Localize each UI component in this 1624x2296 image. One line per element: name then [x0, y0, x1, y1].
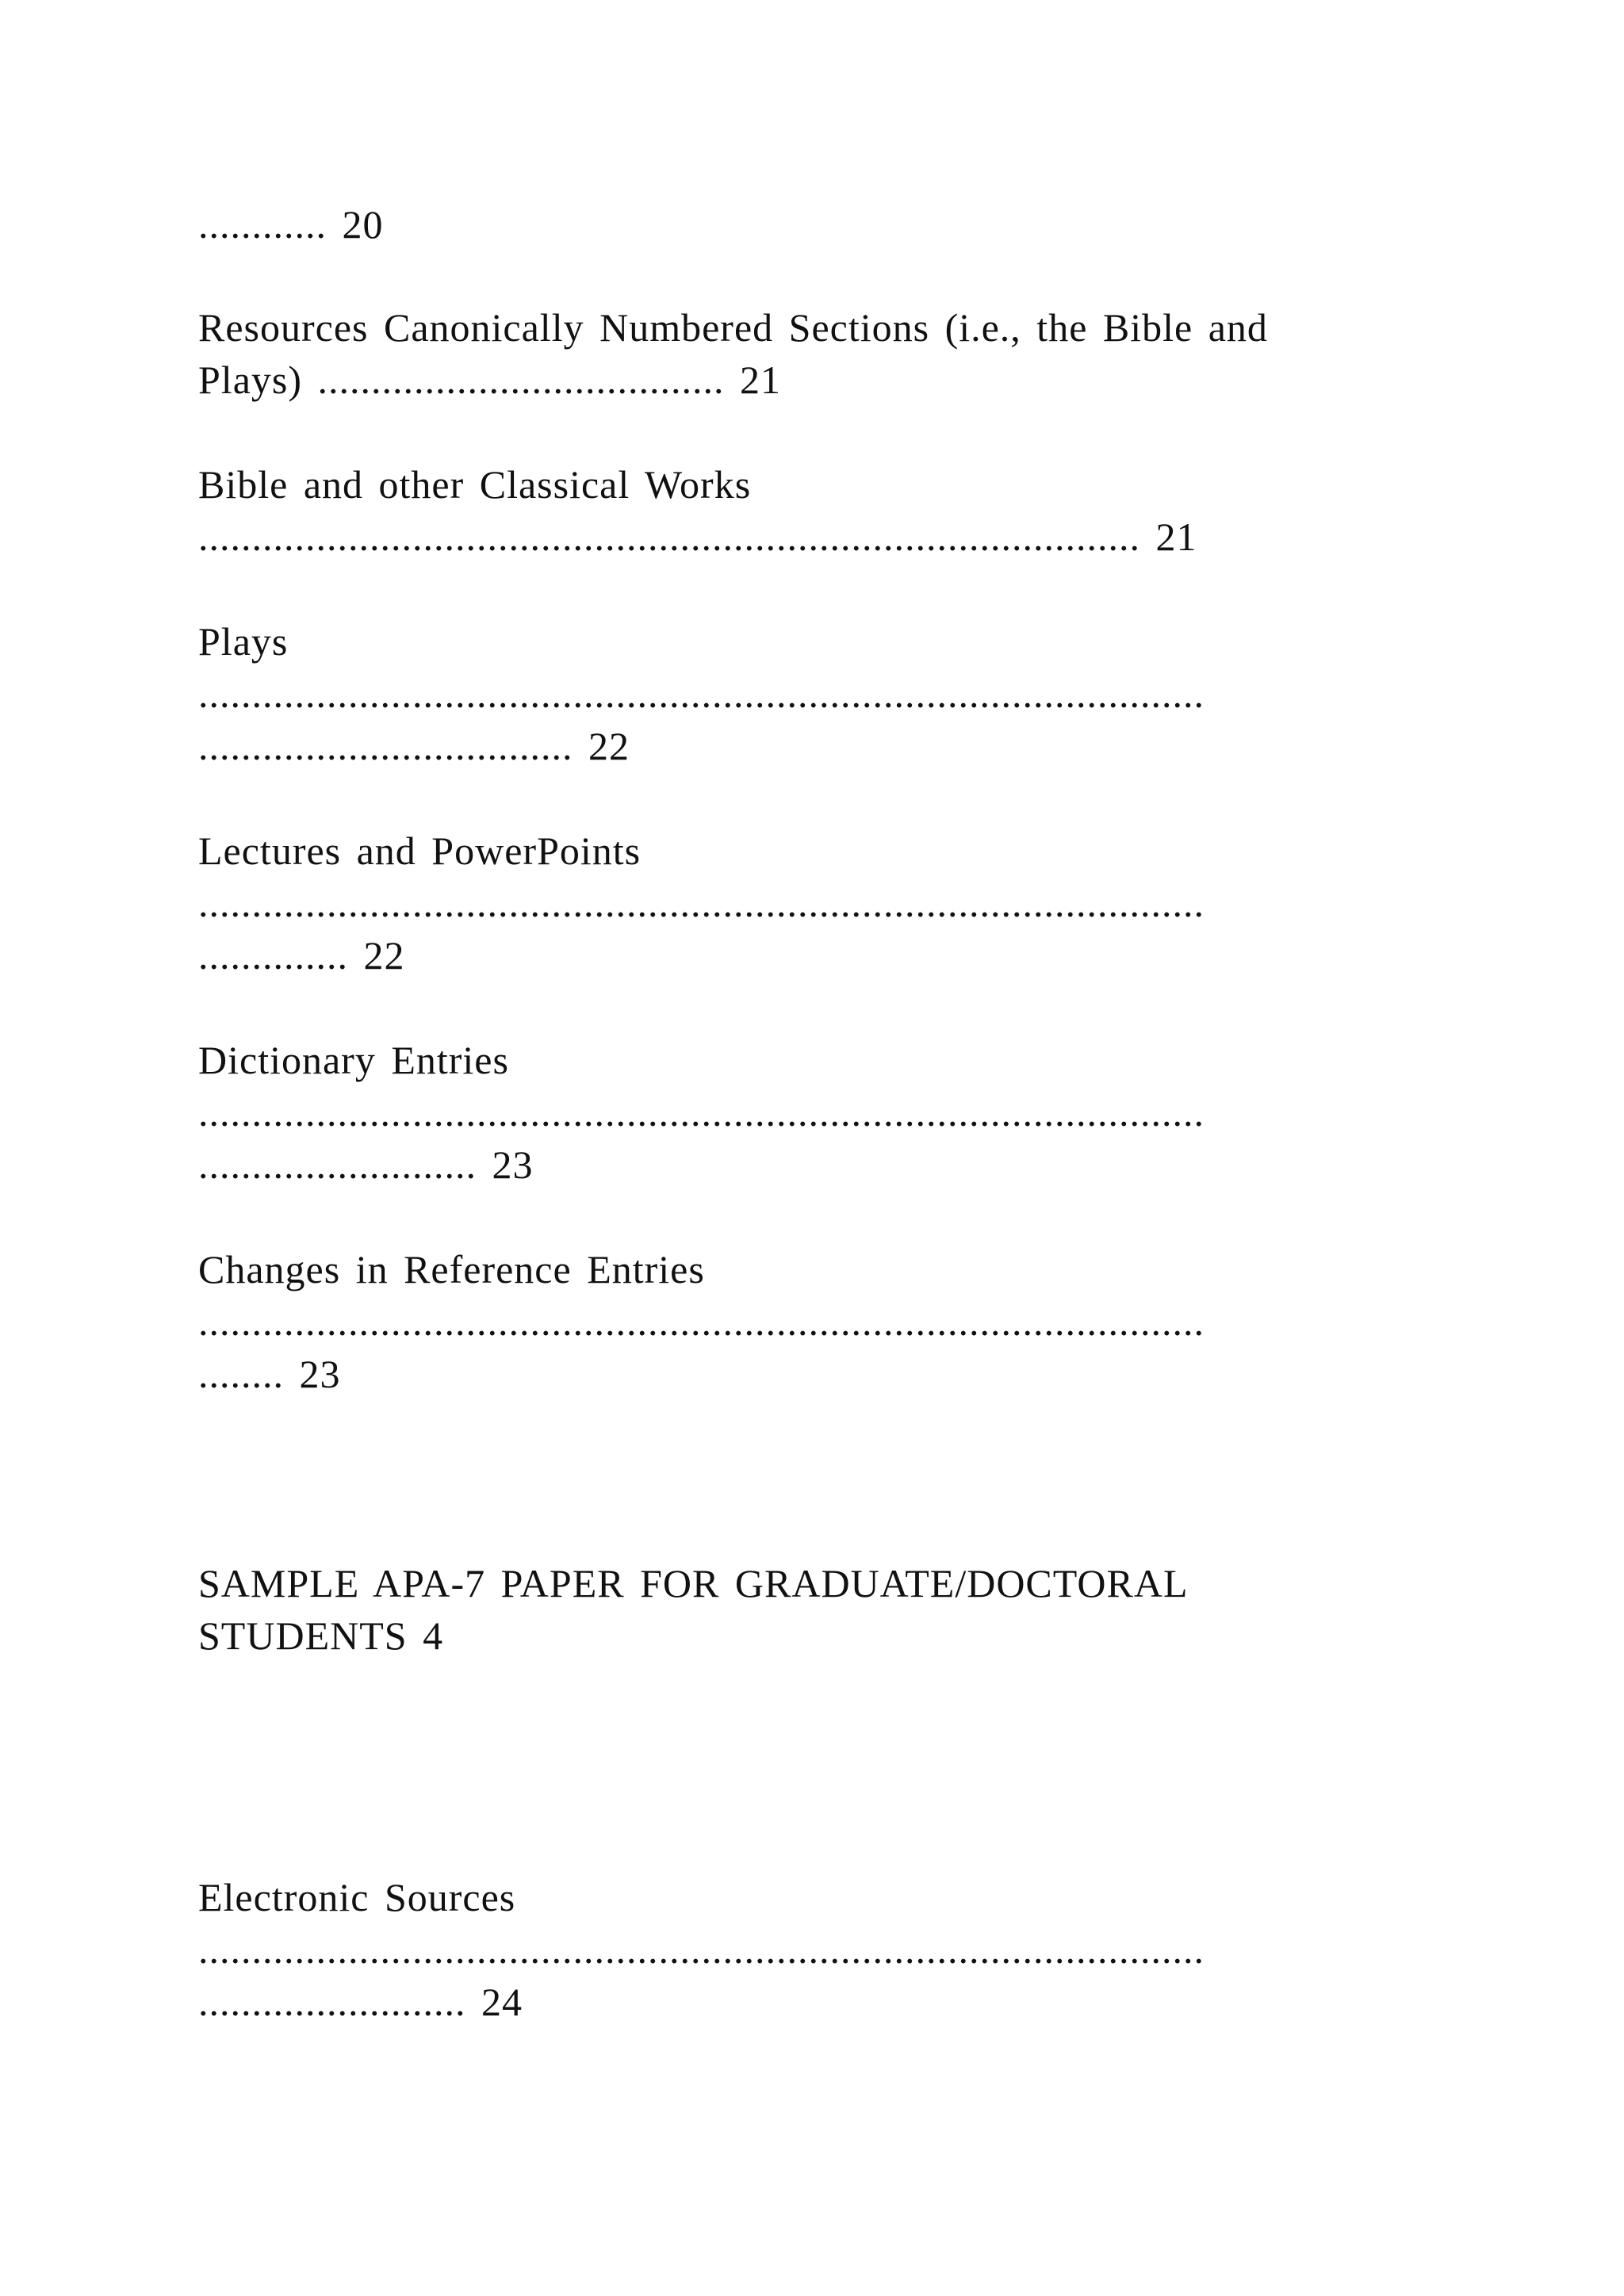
- toc-entry-dots: ..............................................................................................: [198, 672, 1205, 716]
- toc-entry-dots: .............. 22: [198, 933, 405, 978]
- toc-entry-title: Resources Canonically Numbered Sections (i.e., the Bible and: [198, 305, 1268, 350]
- running-head: SAMPLE APA-7 PAPER FOR GRADUATE/DOCTORAL: [198, 1561, 1189, 1605]
- toc-entry-title: Plays: [198, 619, 289, 664]
- toc-entry-dots: ..............................................................................................: [198, 1299, 1205, 1344]
- toc-entry-dots: ..............................................................................................: [198, 1090, 1205, 1135]
- toc-entry-dots: ................................... 22: [198, 724, 630, 768]
- toc-entry-title: Bible and other Classical Works: [198, 462, 752, 507]
- toc-entry-title: Lectures and PowerPoints: [198, 828, 642, 873]
- toc-entry-dots: Plays) ...................................... 21: [198, 358, 781, 402]
- toc-entry-dots: ..............................................................................................: [198, 1927, 1205, 1972]
- toc-entry-dots: ........................................................................................ 21: [198, 515, 1197, 559]
- running-head: STUDENTS 4: [198, 1613, 444, 1658]
- toc-entry-title: Electronic Sources: [198, 1875, 516, 1919]
- toc-entry-dots: ........ 23: [198, 1352, 341, 1396]
- toc-entry-dots: ..............................................................................................: [198, 881, 1205, 925]
- toc-entry-title: Dictionary Entries: [198, 1038, 509, 1082]
- toc-entry-dots: .......................... 23: [198, 1142, 534, 1187]
- toc-page-number-line: ............ 20: [198, 202, 384, 247]
- toc-entry-title: Changes in Reference Entries: [198, 1247, 705, 1292]
- toc-entry-dots: ......................... 24: [198, 1980, 523, 2024]
